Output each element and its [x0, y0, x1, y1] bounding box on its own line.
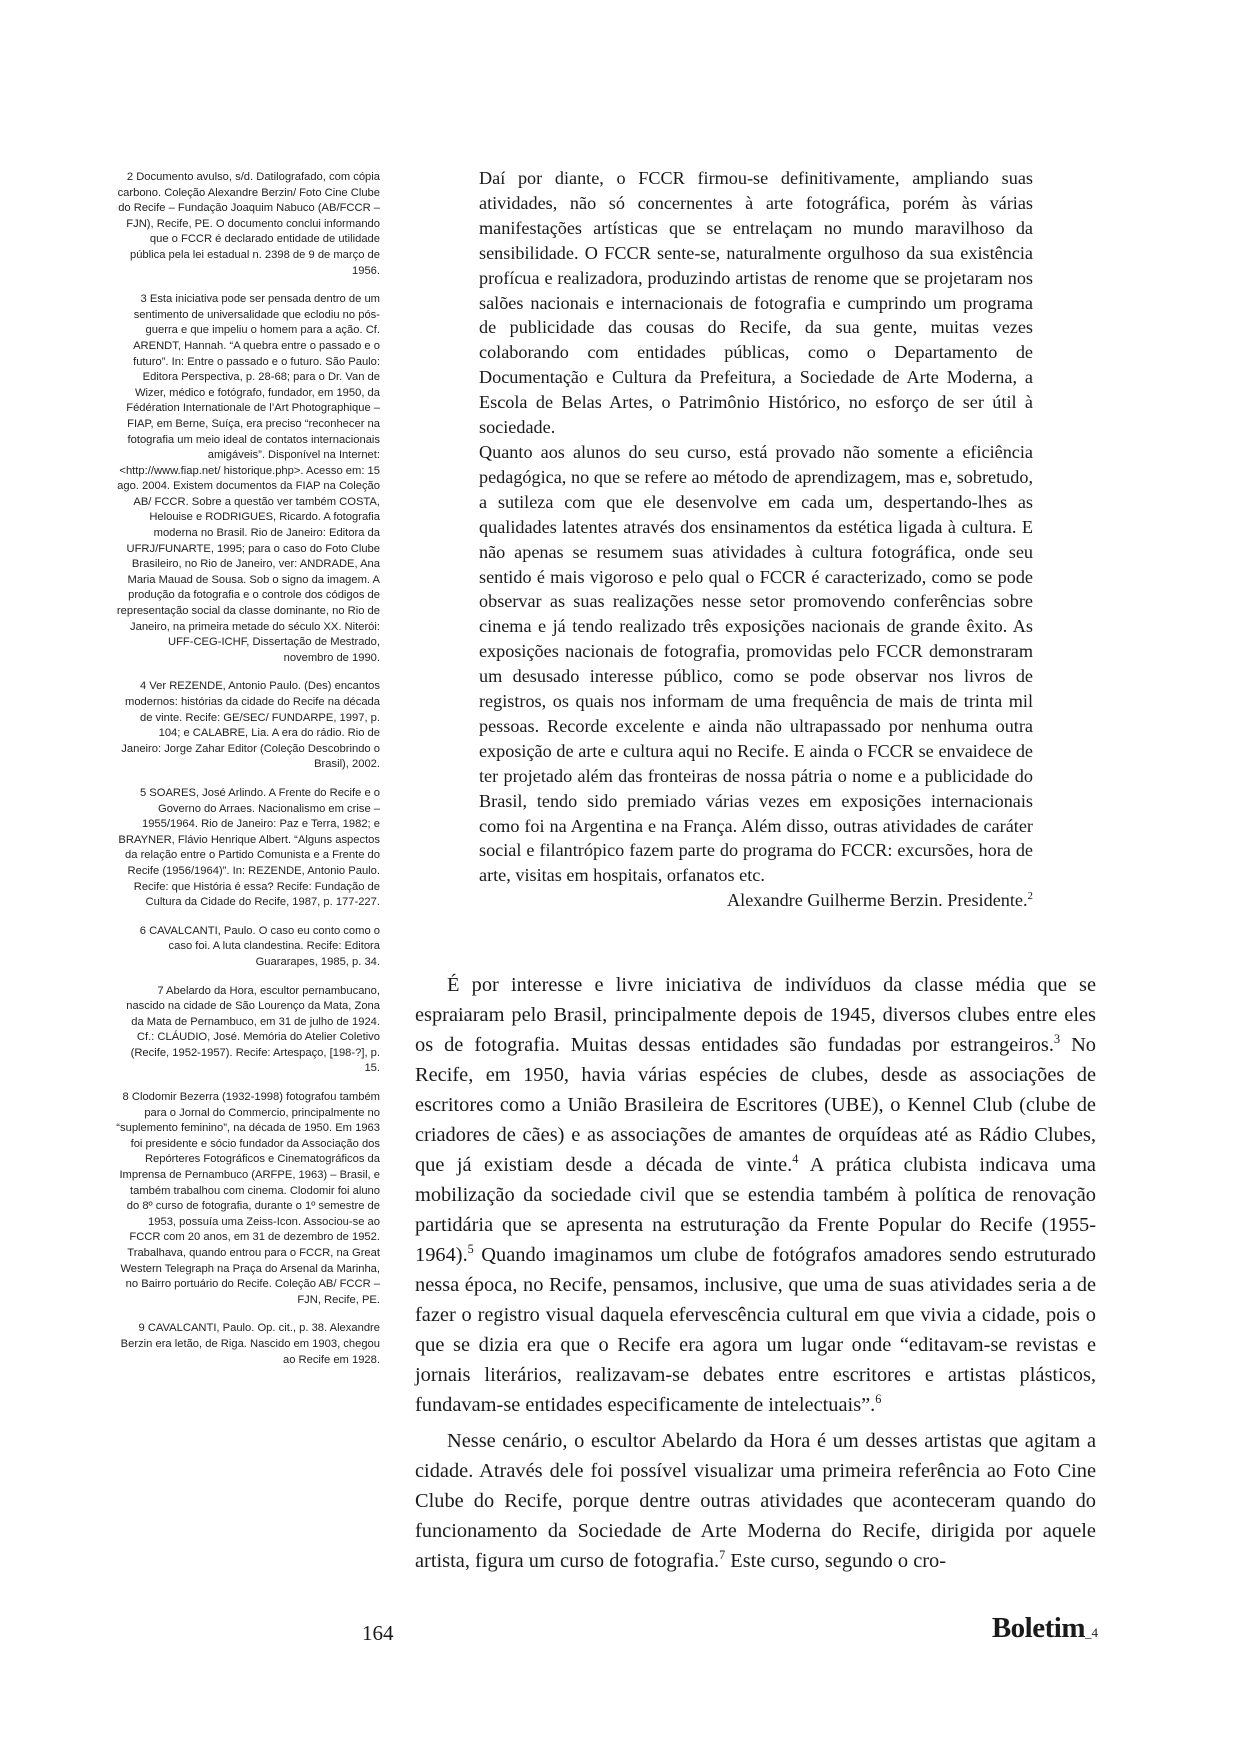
footnote-5: 5 SOARES, José Arlindo. A Frente do Recife e o Governo do Arraes. Nacionalismo em crise – 1955/1964. Rio de Janeiro: Paz e Terra, 1982; e BRAYNER, Flávio Henrique Albert. “Alguns aspectos da relação entre o Partido Comunista e a Frente do Recife (1956/1964)”. In: REZENDE, Antonio Paulo. Recife: que História é essa? Recife: Fundação de Cultura da Cidade do Recife, 1987, p. 177-227.	[118, 786, 380, 909]
footnote-7: 7 Abelardo da Hora, escultor pernambucano, nascido na cidade de São Lourenço da Mata, Zona da Mata de Pernambuco, em 31 de julho de 1924. Cf.: CLÁUDIO, José. Memória do Atelier Coletivo (Recife, 1952-1957). Recife: Artespaço, [198-?], p. 15.	[126, 984, 380, 1075]
journal-logo	[992, 1611, 1098, 1650]
footnote-4: 4 Ver REZENDE, Antonio Paulo. (Des) encantos modernos: histórias da cidade do Recife na década de vinte. Recife: GE/SEC/ FUNDARPE, 1997, p. 104; e CALABRE, Lia. A era do rádio. Rio de Janeiro: Jorge Zahar Editor (Coleção Descobrindo o Brasil), 2002.	[121, 680, 380, 771]
footnote-6: 6 CAVALCANTI, Paulo. O caso eu conto como o caso foi. A luta clandestina. Recife: Editora Guararapes, 1985, p. 34.	[139, 924, 380, 968]
footnote-ref-3[interactable]: 3	[1053, 1032, 1061, 1047]
footnote-ref-5[interactable]: 5	[467, 1242, 474, 1257]
body-paragraph-1-part-c: A prática clubista indicava uma mobilização da sociedade civil que se estendia também à política de renovação partidária que se apresenta na estruturação da Frente Popular do Recife (1955-1964).	[415, 1154, 1096, 1266]
quote-paragraph-1: Daí por diante, o FCCR firmou-se definitivamente, ampliando suas atividades, não só concernentes à arte fotográfica, porém às várias manifestações artísticas que se entrelaçam no mundo maravilhoso da sensibilidade. O FCCR sente-se, naturalmente orgulhoso da sua existência profícua e realizadora, produzindo artistas de renome que se projetaram nos salões nacionais e internacionais de fotografia e cumprindo um programa de publicidade das cousas do Recife, da sua gente, muitas vezes colaborando com entidades públicas, como o Departamento de Documentação e Cultura da Prefeitura, a Sociedade de Arte Moderna, a Escola de Belas Artes, o Patrimônio Histórico, no esforço de ser útil à sociedade.	[479, 168, 1033, 438]
body-paragraph-1-part-d: Quando imaginamos um clube de fotógrafos amadores sendo estruturado nessa época, no Recife, pensamos, inclusive, que uma de suas atividades seria a de fazer o registro visual daquela efervescência cultural em que vivia a cidade, pois o que se dizia era que o Recife era agora um lugar onde “editavam-se revistas e jornais literários, realizavam-se debates entre escritores e artistas plásticos, fundavam-se entidades especificamente de intelectuais”.	[415, 1244, 1096, 1416]
quote-signature-line	[479, 888, 1033, 913]
footnote-ref-6[interactable]: 6	[875, 1392, 882, 1407]
quote-signature: Alexandre Guilherme Berzin. Presidente.	[727, 890, 1028, 911]
body-paragraph-1-part-a: É por interesse e livre iniciativa de indivíduos da classe média que se espraiaram pelo Brasil, principalmente depois de 1945, diversos clubes entre eles os de fotografia. Muitas dessas entidades são fundadas por estrangeiros.	[415, 974, 1096, 1056]
footnote-9: 9 CAVALCANTI, Paulo. Op. cit., p. 38. Alexandre Berzin era letão, de Riga. Nascido em 1903, chegou ao Recife em 1928.	[120, 1322, 380, 1366]
page-number: 164	[362, 1621, 394, 1645]
footnote-8: 8 Clodomir Bezerra (1932-1998) fotografou também para o Jornal do Commercio, principalmente no “suplemento feminino”, na década de 1950. Em 1963 foi presidente e sócio fundador da Associação dos Repórteres Fotográficos e Cinematográficos da Imprensa de Pernambuco (ARFPE, 1963) – Brasil, e também trabalhou com cinema. Clodomir foi aluno do 8º curso de fotografia, durante o 1º semestre de 1953, possuía uma Zeiss-Icon. Associou-se ao FCCR com 20 anos, em 31 de dezembro de 1952. Trabalhava, quando entrou para o FCCR, na Great Western Telegraph na Praça do Arsenal da Marinha, no Bairro portuário do Recife. Coleção AB/ FCCR – FJN, Recife, PE.	[116, 1091, 380, 1306]
body-paragraph-2-part-a: Nesse cenário, o escultor Abelardo da Hora é um desses artistas que agitam a cidade. Através dele foi possível visualizar uma primeira referência ao Foto Cine Clube do Recife, porque dentre outras atividades que aconteceram quando do funcionamento da Sociedade de Arte Moderna do Recife, dirigida por aquele artista, figura um curso de fotografia.	[415, 1430, 1096, 1572]
body-paragraph-2	[415, 1426, 1096, 1576]
body-paragraph-1	[415, 970, 1096, 1420]
journal-logo-issue: _4	[1085, 1625, 1098, 1640]
body-paragraph-2-part-b: Este curso, segundo o cro-	[725, 1550, 947, 1572]
body-paragraph-1-part-b: No Recife, em 1950, havia várias espécies de clubes, desde as associações de escritores como a União Brasileira de Escritores (UBE), o Kennel Club (clube de criadores de cães) e as associações de amantes de orquídeas até as Rádio Clubes, que já existiam desde a década de vinte.	[415, 1034, 1096, 1176]
journal-logo-word: Boletim	[991, 1612, 1085, 1644]
main-text	[415, 970, 1096, 1576]
footnote-2: 2 Documento avulso, s/d. Datilografado, com cópia carbono. Coleção Alexandre Berzin/ Foto Cine Clube do Recife – Fundação Joaquim Nabuco (AB/FCCR – FJN), Recife, PE. O documento conclui informando que o FCCR é declarado entidade de utilidade pública pela lei estadual n. 2398 de 9 de março de 1956.	[117, 171, 380, 277]
footnote-ref-2[interactable]: 2	[1027, 890, 1033, 903]
block-quote	[479, 166, 1033, 913]
footnotes-column	[116, 170, 380, 1381]
footnote-3: 3 Esta iniciativa pode ser pensada dentro de um sentimento de universalidade que eclodiu no pós-guerra e que impeliu o homem para a ação. Cf. ARENDT, Hannah. “A quebra entre o passado e o futuro”. In: Entre o passado e o futuro. São Paulo: Editora Perspectiva, p. 28-68; para o Dr. Van de Wizer, médico e fotógrafo, fundador, em 1950, da Fédération Internationale de l’Art Photographique – FIAP, em Berne, Suíça, era preciso “reconhecer na fotografia um meio ideal de contatos internacionais amigáveis”. Disponível na Internet: <http://www.fiap.net/ historique.php>. Acesso em: 15 ago. 2004. Existem documentos da FIAP na Coleção AB/ FCCR. Sobre a questão ver também COSTA, Helouise e RODRIGUES, Ricardo. A fotografia moderna no Brasil. Rio de Janeiro: Editora da UFRJ/FUNARTE, 1995; para o caso do Foto Clube Brasileiro, no Rio de Janeiro, ver: ANDRADE, Ana Maria Mauad de Sousa. Sob o signo da imagem. A produção da fotografia e o controle dos códigos de representação social da classe dominante, no Rio de Janeiro, na primeira metade do século XX. Niterói: UFF-CEG-ICHF, Dissertação de Mestrado, novembro de 1990.	[116, 293, 380, 664]
quote-paragraph-2: Quanto aos alunos do seu curso, está provado não somente a eficiência pedagógica, no que se refere ao método de aprendizagem, mas e, sobretudo, a sutileza com que ele desenvolve em cada um, despertando-lhes as qualidades latentes através dos ensinamentos da estética ligada à cultura. E não apenas se resumem suas atividades à cultura fotográfica, onde seu sentido é mais vigoroso e pelo qual o FCCR é caracterizado, como se pode observar as suas realizações nesse setor promovendo conferências sobre cinema e já tendo realizado três exposições nacionais de grande êxito. As exposições nacionais de fotografia, promovidas pelo FCCR demonstraram um desusado interesse público, como se pode observar nos livros de registros, os quais nos informam de uma frequência de mais de trinta mil pessoas. Recorde excelente e ainda não ultrapassado por nenhuma outra exposição de arte e cultura aqui no Recife. E ainda o FCCR se envaidece de ter projetado além das fronteiras de nossa pátria o nome e a publicidade do Brasil, tendo sido premiado várias vezes em exposições internacionais como foi na Argentina e na França. Além disso, outras atividades de caráter social e filantrópico fazem parte do programa do FCCR: excursões, hora de arte, visitas em hospitais, orfanatos etc.	[479, 441, 1033, 886]
footnote-ref-7[interactable]: 7	[719, 1548, 726, 1563]
footnote-ref-4[interactable]: 4	[792, 1152, 799, 1167]
